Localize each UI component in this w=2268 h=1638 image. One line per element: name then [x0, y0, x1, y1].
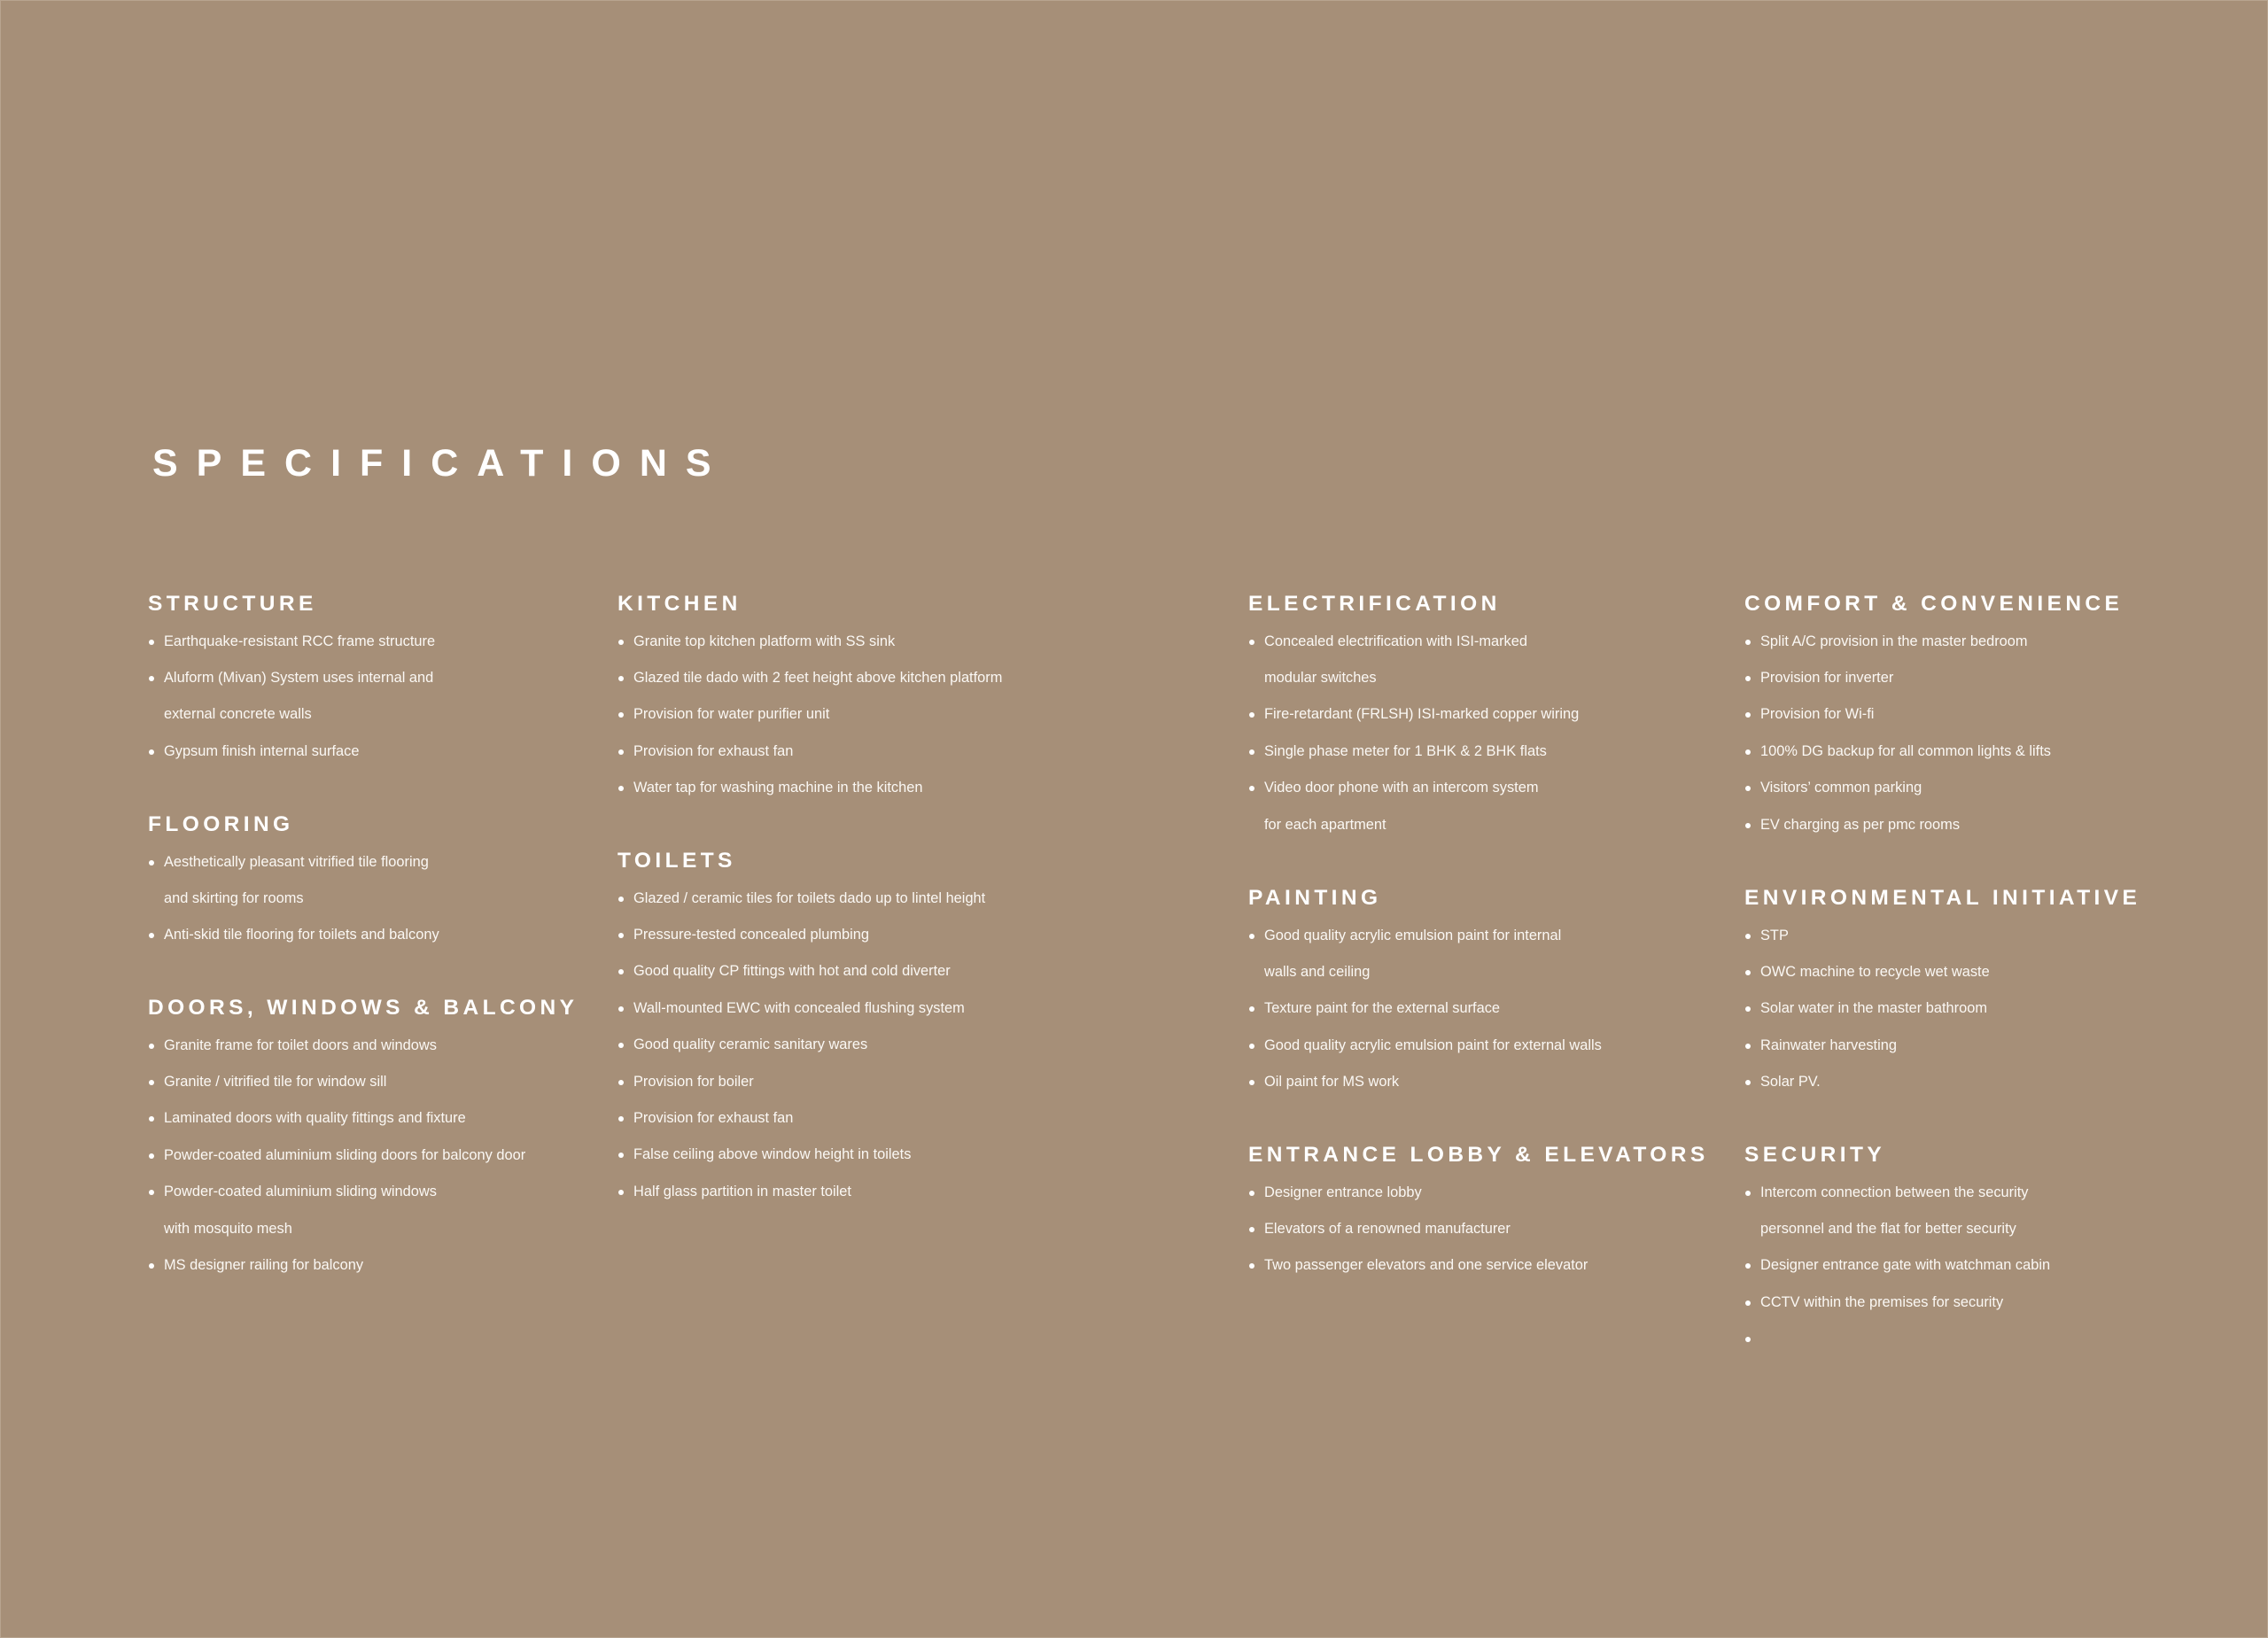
spec-section-electrification: [1248, 594, 1579, 843]
spec-item: False ceiling above window height in toilets: [617, 1137, 985, 1173]
spec-list: [1248, 918, 1602, 1101]
spec-list: [1744, 918, 2140, 1101]
spec-item: Gypsum finish internal surface: [148, 734, 435, 770]
spec-item: Split A/C provision in the master bedroom: [1744, 624, 2123, 660]
bullet-icon: [1745, 786, 1751, 791]
bullet-icon: [149, 1153, 154, 1159]
spec-section-kitchen: [617, 594, 1002, 807]
section-heading: STRUCTURE: [148, 592, 317, 616]
bullet-icon: [1745, 712, 1751, 718]
bullet-icon: [149, 1116, 154, 1122]
spec-item: Aluform (Mivan) System uses internal and external concrete walls: [148, 660, 435, 734]
bullet-icon: [618, 712, 624, 718]
spec-item: Elevators of a renowned manufacturer: [1248, 1211, 1709, 1247]
section-heading: DOORS, WINDOWS & BALCONY: [148, 996, 579, 1020]
bullet-icon: [1249, 749, 1254, 755]
spec-item: Provision for water purifier unit: [617, 696, 1002, 733]
section-heading: FLOORING: [148, 812, 294, 836]
spec-item: Two passenger elevators and one service elevator: [1248, 1247, 1709, 1284]
spec-section-security: [1744, 1145, 2050, 1321]
bullet-icon: [149, 640, 154, 645]
bullet-icon: [149, 1190, 154, 1195]
spec-item: CCTV within the premises for security: [1744, 1285, 2050, 1321]
spec-section-doors-windows-balcony: [148, 998, 578, 1284]
spec-item: Aesthetically pleasant vitrified tile flooring and skirting for rooms: [148, 844, 439, 918]
spec-item: Provision for boiler: [617, 1064, 985, 1100]
spec-item: Earthquake-resistant RCC frame structure: [148, 624, 435, 660]
section-heading: KITCHEN: [617, 592, 742, 616]
spec-item: Oil paint for MS work: [1248, 1064, 1602, 1100]
spec-item: Single phase meter for 1 BHK & 2 BHK flats: [1248, 734, 1579, 770]
bullet-icon: [1745, 823, 1751, 828]
spec-item: EV charging as per pmc rooms: [1744, 807, 2123, 843]
spec-section-toilets: [617, 850, 985, 1210]
bullet-icon: [1249, 1006, 1254, 1012]
spec-item: Intercom connection between the security personnel and the flat for better security: [1744, 1175, 2050, 1248]
spec-list: [617, 881, 985, 1211]
spec-item: Fire-retardant (FRLSH) ISI-marked copper wiring: [1248, 696, 1579, 733]
spec-item: Provision for exhaust fan: [617, 1100, 985, 1137]
bullet-icon: [149, 1080, 154, 1085]
spec-list: [148, 624, 435, 771]
spec-item: Designer entrance lobby: [1248, 1175, 1709, 1211]
spec-item: Designer entrance gate with watchman cabin: [1744, 1247, 2050, 1284]
section-heading: ENTRANCE LOBBY & ELEVATORS: [1248, 1143, 1709, 1167]
bullet-icon: [618, 897, 624, 902]
spec-item: Solar PV.: [1744, 1064, 2140, 1100]
spec-list: [617, 624, 1002, 807]
spec-item: Good quality acrylic emulsion paint for external walls: [1248, 1028, 1602, 1064]
bullet-icon: [1745, 1044, 1751, 1049]
bullet-icon: [618, 786, 624, 791]
section-heading: TOILETS: [617, 849, 736, 873]
bullet-icon: [618, 749, 624, 755]
bullet-icon: [149, 860, 154, 866]
spec-item: MS designer railing for balcony: [148, 1247, 578, 1284]
spec-list: [1744, 1175, 2050, 1322]
section-heading: ENVIRONMENTAL INITIATIVE: [1744, 886, 2141, 910]
spec-list: [1248, 624, 1579, 843]
bullet-icon: [1249, 934, 1254, 939]
section-heading: SECURITY: [1744, 1143, 1886, 1167]
spec-item: Half glass partition in master toilet: [617, 1174, 985, 1210]
bullet-icon: [1745, 1337, 1751, 1342]
bullet-icon: [1745, 934, 1751, 939]
bullet-icon: [1745, 1080, 1751, 1085]
spec-section-painting: [1248, 888, 1602, 1101]
spec-section-flooring: [148, 814, 439, 954]
bullet-icon: [149, 1263, 154, 1269]
bullet-icon: [1249, 1263, 1254, 1269]
spec-list: [1248, 1175, 1709, 1285]
spec-item: Granite top kitchen platform with SS sink: [617, 624, 1002, 660]
bullet-icon: [1745, 1263, 1751, 1269]
bullet-icon: [618, 1153, 624, 1158]
spec-item: Video door phone with an intercom system for each apartment: [1248, 770, 1579, 843]
bullet-icon: [1745, 676, 1751, 681]
spec-item: Rainwater harvesting: [1744, 1028, 2140, 1064]
spec-item: Good quality ceramic sanitary wares: [617, 1027, 985, 1063]
bullet-icon: [1249, 712, 1254, 718]
spec-item: Good quality acrylic emulsion paint for internal walls and ceiling: [1248, 918, 1602, 991]
bullet-icon: [149, 933, 154, 938]
spec-section-structure: [148, 594, 435, 770]
spec-list: [148, 1028, 578, 1285]
spec-list: [148, 844, 439, 954]
section-heading: ELECTRIFICATION: [1248, 592, 1501, 616]
bullet-icon: [618, 1116, 624, 1122]
section-heading: COMFORT & CONVENIENCE: [1744, 592, 2124, 616]
bullet-icon: [149, 1044, 154, 1049]
spec-item: OWC machine to recycle wet waste: [1744, 954, 2140, 990]
bullet-icon: [1745, 970, 1751, 975]
spec-section-environmental-initiative: [1744, 888, 2140, 1101]
bullet-icon: [1249, 786, 1254, 791]
bullet-icon: [1745, 1191, 1751, 1196]
bullet-icon: [618, 1006, 624, 1012]
bullet-icon: [1249, 1080, 1254, 1085]
spec-item: Provision for Wi-fi: [1744, 696, 2123, 733]
bullet-icon: [1249, 1044, 1254, 1049]
spec-item: Pressure-tested concealed plumbing: [617, 917, 985, 953]
bullet-icon: [618, 969, 624, 974]
spec-item: Wall-mounted EWC with concealed flushing system: [617, 990, 985, 1027]
bullet-icon: [1745, 1006, 1751, 1012]
bullet-icon: [1745, 640, 1751, 645]
bullet-icon: [618, 1190, 624, 1195]
page-title: SPECIFICATIONS: [152, 442, 730, 485]
spec-section-comfort-convenience: [1744, 594, 2123, 843]
bullet-icon: [618, 676, 624, 681]
bullet-icon: [618, 933, 624, 938]
bullet-icon: [1249, 640, 1254, 645]
spec-item: Provision for inverter: [1744, 660, 2123, 696]
spec-item: Water tap for washing machine in the kitchen: [617, 770, 1002, 806]
spec-item: Powder-coated aluminium sliding windows with mosquito mesh: [148, 1174, 578, 1247]
spec-item: Visitors’ common parking: [1744, 770, 2123, 806]
spec-item: Laminated doors with quality fittings and fixture: [148, 1100, 578, 1137]
spec-item: Glazed tile dado with 2 feet height above kitchen platform: [617, 660, 1002, 696]
bullet-icon: [149, 749, 154, 755]
spec-item: Granite / vitrified tile for window sill: [148, 1064, 578, 1100]
bullet-icon: [618, 1080, 624, 1085]
spec-item: 100% DG backup for all common lights & lifts: [1744, 734, 2123, 770]
spec-item: Good quality CP fittings with hot and cold diverter: [617, 953, 985, 990]
bullet-icon: [618, 1043, 624, 1048]
bullet-icon: [149, 676, 154, 681]
spec-item: Concealed electrification with ISI-marked modular switches: [1248, 624, 1579, 697]
bullet-icon: [1249, 1191, 1254, 1196]
section-heading: PAINTING: [1248, 886, 1382, 910]
spec-item: Texture paint for the external surface: [1248, 990, 1602, 1027]
spec-item: STP: [1744, 918, 2140, 954]
spec-item: Anti-skid tile flooring for toilets and balcony: [148, 917, 439, 953]
spec-item: Glazed / ceramic tiles for toilets dado up to lintel height: [617, 881, 985, 917]
spec-section-entrance-lobby-elevators: [1248, 1145, 1709, 1285]
bullet-icon: [1249, 1227, 1254, 1232]
spec-item: Provision for exhaust fan: [617, 734, 1002, 770]
spec-item: Granite frame for toilet doors and windows: [148, 1028, 578, 1064]
bullet-icon: [618, 640, 624, 645]
spec-item: Powder-coated aluminium sliding doors for balcony door: [148, 1137, 578, 1174]
spec-list: [1744, 624, 2123, 843]
bullet-icon: [1745, 749, 1751, 755]
spec-item: Solar water in the master bathroom: [1744, 990, 2140, 1027]
bullet-icon: [1745, 1300, 1751, 1306]
